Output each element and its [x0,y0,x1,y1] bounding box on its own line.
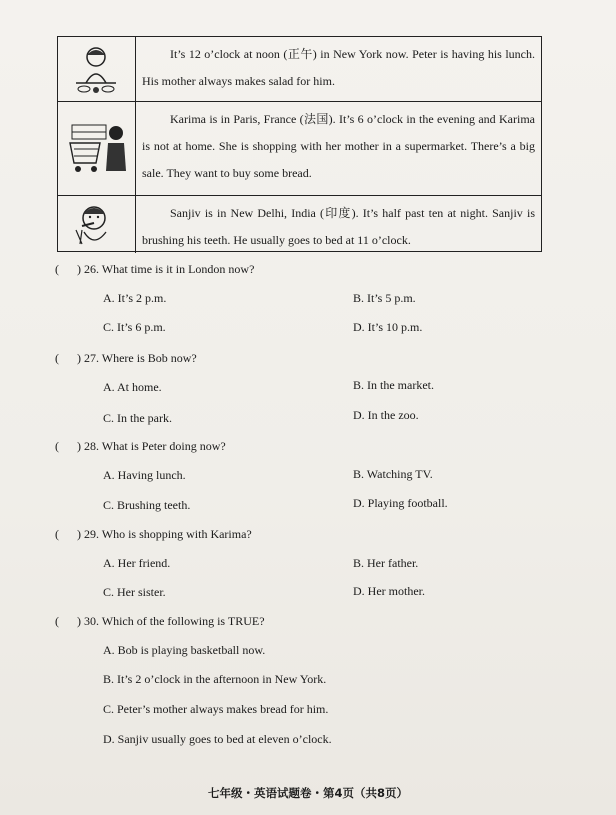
question-29: ( ) 29. Who is shopping with Karima? [55,527,252,541]
boy-eating-icon [66,43,126,95]
page-footer: 七年级・英语试题卷・第4页（共8页） [207,786,408,800]
reading-table [57,36,542,252]
passage-picture-cell [58,37,136,101]
question-30: ( ) 30. Which of the following is TRUE? [55,614,265,628]
question-29-option-a[interactable]: A. Her friend. [103,556,171,570]
question-29-option-d[interactable]: D. Her mother. [353,584,425,598]
question-28-option-b[interactable]: B. Watching TV. [353,467,433,481]
passage-row-peter [58,37,541,102]
question-28-option-a[interactable]: A. Having lunch. [103,468,186,482]
passage-text: Sanjiv is in New Delhi, India (印度). It’s half past ten at night. Sanjiv is brushing his teeth. He usually goes to bed at 11 o’clock. [142,206,535,247]
question-26: ( ) 26. What time is it in London now? [55,262,255,276]
question-26-option-c[interactable]: C. It’s 6 p.m. [103,320,166,334]
question-27: ( ) 27. Where is Bob now? [55,351,197,365]
question-29-option-b[interactable]: B. Her father. [353,556,419,570]
question-28-option-c[interactable]: C. Brushing teeth. [103,498,191,512]
question-27-option-c[interactable]: C. In the park. [103,411,172,425]
question-30-option-b[interactable]: B. It’s 2 o’clock in the afternoon in New York. [103,672,327,686]
passage-text: It’s 12 o’clock at noon (正午) in New York now. Peter is having his lunch. His mother always makes salad for him. [142,47,535,88]
question-27-option-a[interactable]: A. At home. [103,380,162,394]
passage-row-karima [58,102,541,196]
question-30-option-d[interactable]: D. Sanjiv usually goes to bed at eleven o’clock. [103,732,332,746]
question-26-option-d[interactable]: D. It’s 10 p.m. [353,320,423,334]
question-30-option-a[interactable]: A. Bob is playing basketball now. [103,643,266,657]
passage-picture-cell [58,102,136,195]
question-29-option-c[interactable]: C. Her sister. [103,585,166,599]
question-28-option-d[interactable]: D. Playing football. [353,496,448,510]
passage-picture-cell [58,196,136,253]
question-28: ( ) 28. What is Peter doing now? [55,439,226,453]
question-30-option-c[interactable]: C. Peter’s mother always makes bread for him. [103,702,329,716]
passage-text: Karima is in Paris, France (法国). It’s 6 o’clock in the evening and Karima is not at home. She is shopping with her mother in a supermarket. There’s a big sale. They want to buy some bread. [142,112,535,180]
question-26-option-b[interactable]: B. It’s 5 p.m. [353,291,416,305]
question-27-option-d[interactable]: D. In the zoo. [353,408,419,422]
shopping-cart-icon [66,119,130,179]
passage-row-sanjiv [58,196,541,253]
question-26-option-a[interactable]: A. It’s 2 p.m. [103,291,167,305]
boy-brushing-teeth-icon [66,200,122,250]
question-27-option-b[interactable]: B. In the market. [353,378,434,392]
